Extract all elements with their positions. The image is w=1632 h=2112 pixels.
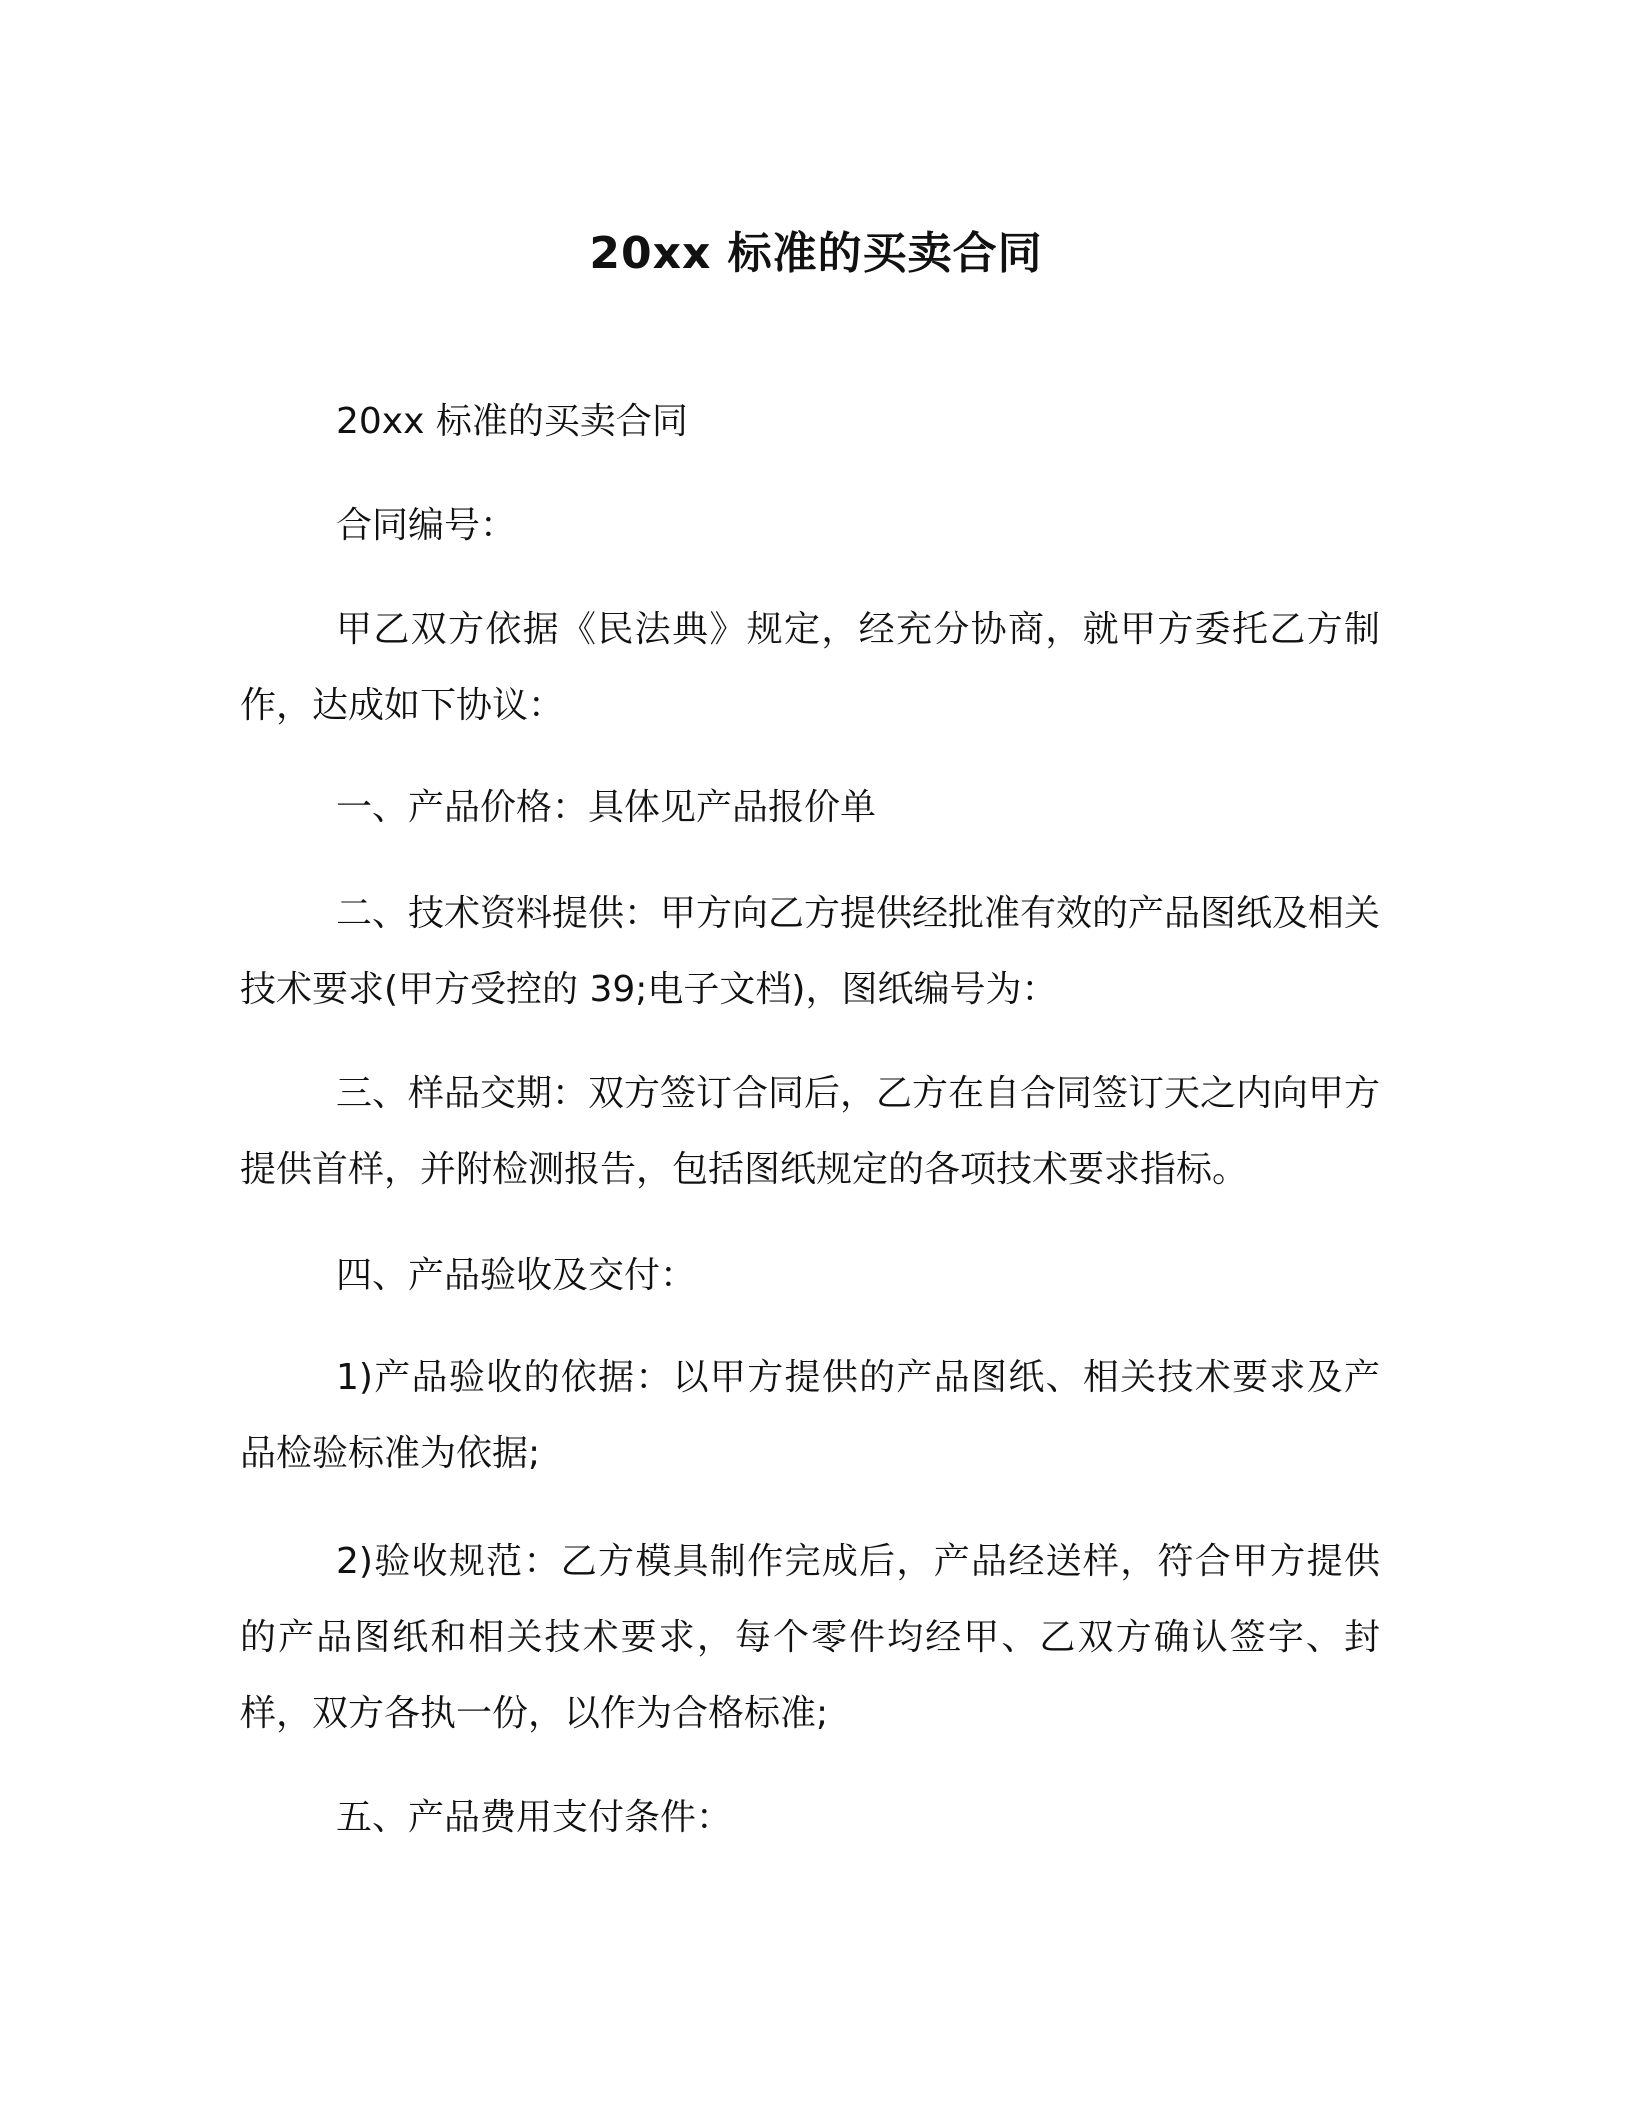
contract-number-paragraph: 合同编号：	[336, 505, 517, 546]
clause-1-price-paragraph: 一、产品价格：具体见产品报价单	[336, 787, 877, 828]
clause-4-item-1-paragraph: 1)产品验收的依据：以甲方提供的产品图纸、相关技术要求及产品检验标准为依据;	[240, 1357, 1380, 1474]
document-title: 20xx 标准的买卖合同	[589, 228, 1043, 279]
clause-5-payment-paragraph: 五、产品费用支付条件：	[336, 1797, 733, 1838]
clause-2-technical-docs-paragraph: 二、技术资料提供：甲方向乙方提供经批准有效的产品图纸及相关技术要求(甲方受控的 39;电子文档)，图纸编号为：	[240, 893, 1381, 1010]
clause-3-sample-delivery-paragraph: 三、样品交期：双方签订合同后，乙方在自合同签订天之内向甲方提供首样，并附检测报告，包括图纸规定的各项技术要求指标。	[240, 1073, 1381, 1190]
clause-4-acceptance-paragraph: 四、产品验收及交付：	[336, 1255, 697, 1296]
preamble-paragraph: 甲乙双方依据《民法典》规定，经充分协商，就甲方委托乙方制作，达成如下协议：	[240, 609, 1380, 726]
subtitle-paragraph: 20xx 标准的买卖合同	[336, 401, 688, 442]
clause-4-item-2-paragraph: 2)验收规范：乙方模具制作完成后，产品经送样，符合甲方提供的产品图纸和相关技术要求，每个零件均经甲、乙双方确认签字、封样，双方各执一份，以作为合格标准;	[240, 1541, 1380, 1734]
